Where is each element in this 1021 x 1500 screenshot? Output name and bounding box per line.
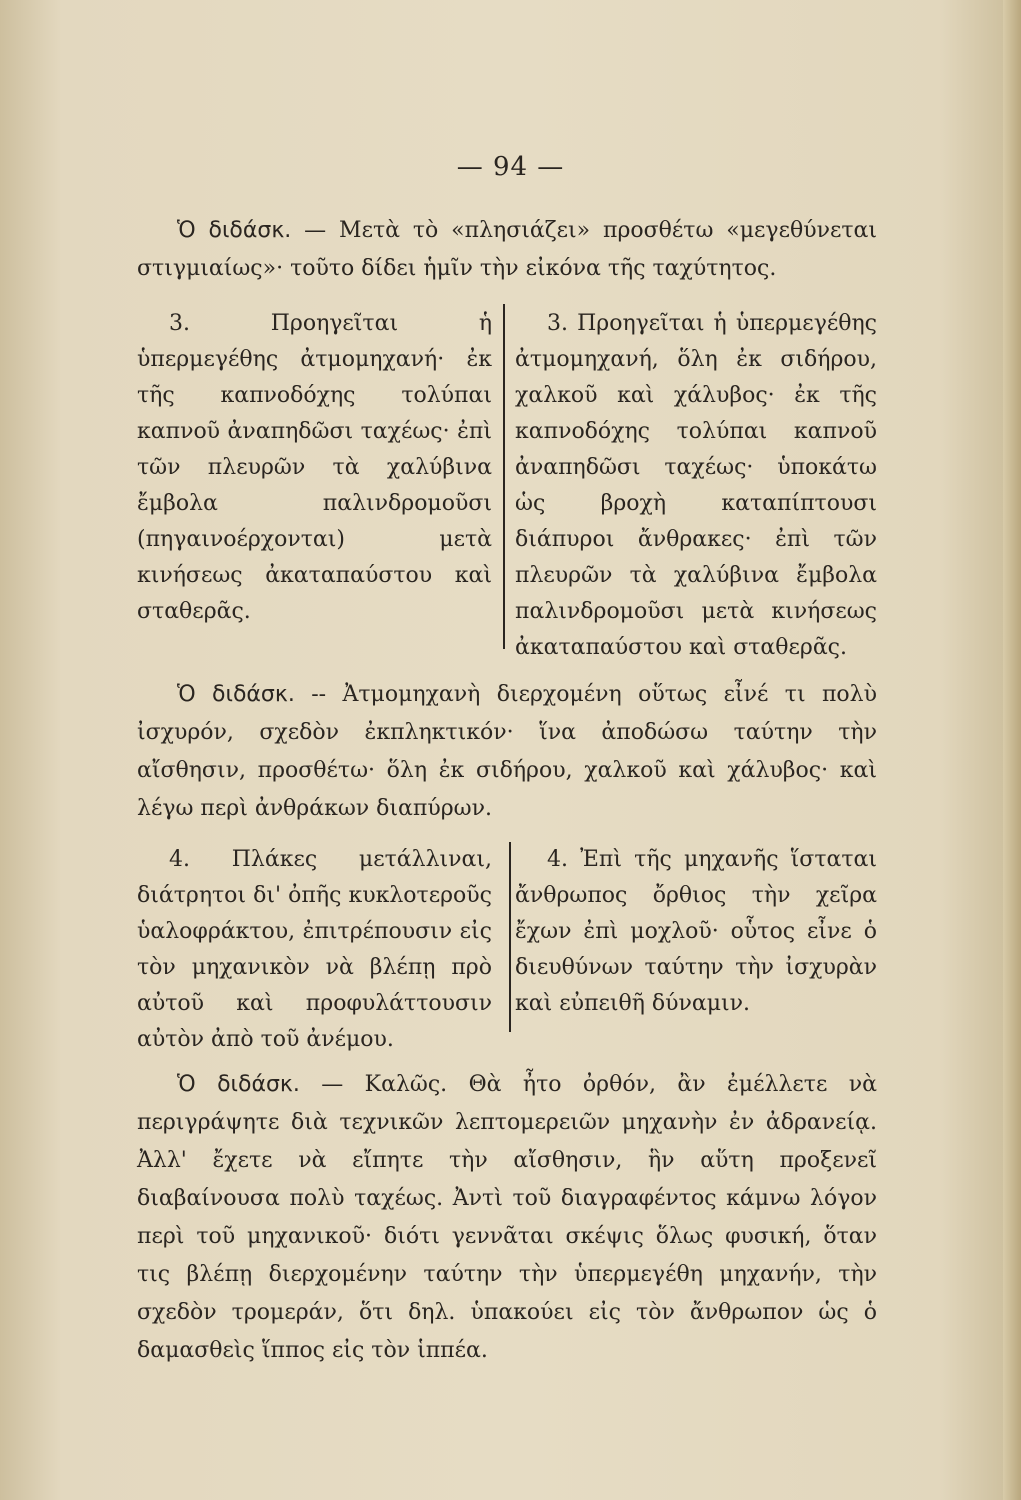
- speaker-label: Ὁ διδάσκ.: [177, 682, 295, 707]
- section-4-original: 4. Πλάκες μετάλλιναι, διάτρητοι δι' ὀπῆς κυκλοτεροῦς ὑαλοφράκτου, ἐπιτρέπουσιν εἰς τὸν μηχανικὸν νὰ βλέπῃ πρὸ αὐτοῦ καὶ προφυλάττουσιν αὐτὸν ἀπὸ τοῦ ἀνέμου.: [137, 847, 492, 1052]
- column-divider: [509, 842, 511, 1032]
- page-edge: [1003, 0, 1021, 1500]
- page-number: — 94 —: [456, 152, 565, 182]
- middle-paragraph: [137, 676, 877, 828]
- closing-text: — Καλῶς. Θὰ ἦτο ὀρθόν, ἂν ἐμέλλετε νὰ περιγράψητε διὰ τεχνικῶν λεπτομερειῶν μηχανὴν ἐν ἀδρανείᾳ. Ἀλλ' ἔχετε νὰ εἴπητε τὴν αἴσθησιν, ἣν αὕτη προξενεῖ διαβαίνουσα πολὺ ταχέως. Ἀντὶ τοῦ διαγραφέντος κάμνω λόγον περὶ τοῦ μηχανικοῦ· διότι γεννᾶται σκέψις ὅλως φυσική, ὅταν τις βλέπῃ διερχομένην ταύτην τὴν ὑπερμεγέθη μηχανήν, τὴν σχεδὸν τρομεράν, ὅτι δηλ. ὑπακούει εἰς τὸν ἄνθρωπον ὡς ὁ δαμασθεὶς ἵππος εἰς τὸν ἱππέα.: [137, 1072, 877, 1363]
- section-3-revised: 3. Προηγεῖται ἡ ὑπερμεγέθης ἀτμομηχανή, ὅλη ἐκ σιδήρου, χαλκοῦ καὶ χάλυβος· ἐκ τῆς καπνοδόχης τολύπαι καπνοῦ ἀναπηδῶσι ταχέως· ὑποκάτω ὡς βροχὴ καταπίπτουσι διάπυροι ἄνθρακες· ἐπὶ τῶν πλευρῶν τὰ χαλύβινα ἔμβολα παλινδρομοῦσι μετὰ κινήσεως ἀκαταπαύστου καὶ σταθερᾶς.: [515, 311, 877, 660]
- middle-text: -- Ἀτμομηχανὴ διερχομένη οὕτως εἶνέ τι πολὺ ἰσχυρόν, σχεδὸν ἐκπληκτικόν· ἵνα ἀποδώσω ταύτην τὴν αἴσθησιν, προσθέτω· ὅλη ἐκ σιδήρου, χαλκοῦ καὶ χάλυβος· καὶ λέγω περὶ ἀνθράκων διαπύρων.: [137, 682, 877, 821]
- intro-text: — Μετὰ τὸ «πλησιάζει» προσθέτω «μεγεθύνεται στιγμιαίως»· τοῦτο δίδει ἡμῖν τὴν εἰκόνα τῆς ταχύτητος.: [137, 218, 878, 281]
- speaker-label: Ὁ διδάσκ.: [177, 218, 292, 243]
- speaker-label: Ὁ διδάσκ.: [177, 1072, 300, 1097]
- intro-paragraph: [137, 212, 877, 288]
- column-divider: [503, 304, 505, 649]
- section-4-revised: 4. Ἐπὶ τῆς μηχανῆς ἵσταται ἄνθρωπος ὄρθιος τὴν χεῖρα ἔχων ἐπὶ μοχλοῦ· οὗτος εἶνε ὁ διευθύνων ταύτην τὴν ἰσχυρὰν καὶ εὐπειθῆ δύναμιν.: [515, 847, 877, 1016]
- section-3-original: 3. Προηγεῖται ἡ ὑπερμεγέθης ἀτμομηχανή· ἐκ τῆς καπνοδόχης τολύπαι καπνοῦ ἀναπηδῶσι ταχέως· ἐπὶ τῶν πλευρῶν τὰ χαλύβινα ἔμβολα παλινδρομοῦσι (πηγαινοέρχονται) μετὰ κινήσεως ἀκαταπαύστου καὶ σταθερᾶς.: [137, 311, 492, 624]
- closing-paragraph: [137, 1066, 877, 1370]
